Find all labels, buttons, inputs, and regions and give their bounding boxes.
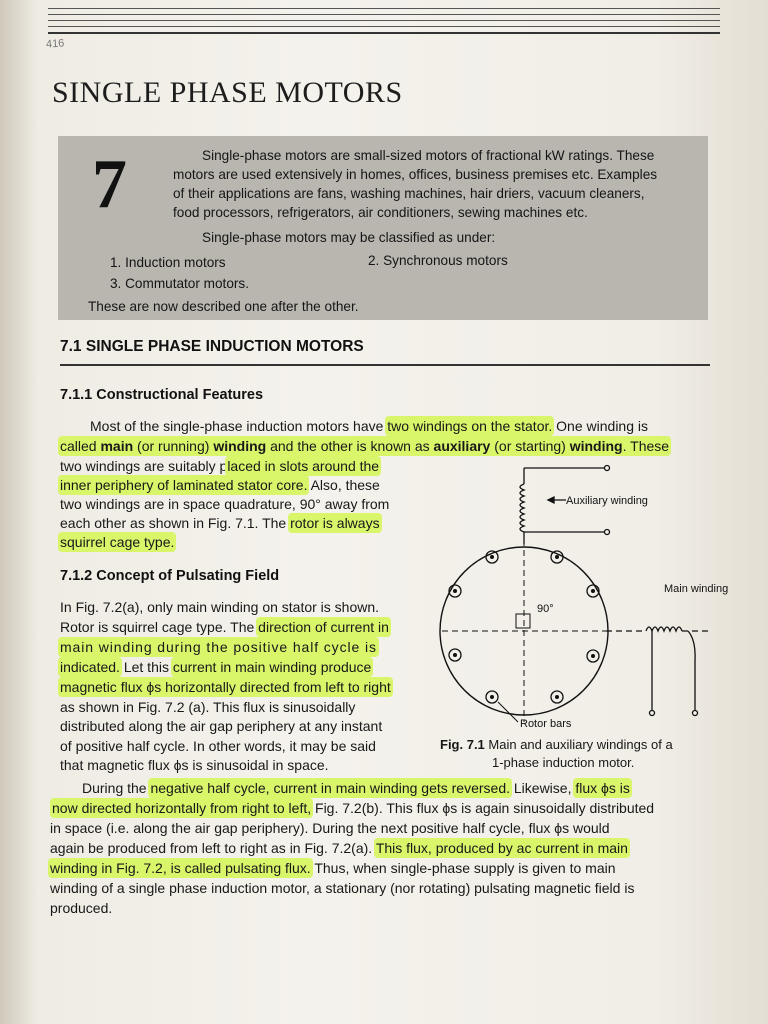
para2-line: of positive half cycle. In other words, it may be said — [60, 738, 376, 754]
intro-line: Single-phase motors are small-sized motors of fractional kW ratings. These — [202, 148, 655, 163]
subsection-heading: 7.1.1 Constructional Features — [60, 387, 264, 403]
page-number: 416 — [45, 37, 65, 51]
para3-line: winding in Fig. 7.2, is called pulsating flux. Thus, when single-phase supply is given to main — [50, 860, 616, 876]
para3-line: now directed horizontally from right to left, Fig. 7.2(b). This flux ϕs is again sinusoidally distributed — [52, 800, 655, 816]
para1-line: called main (or running) winding and the other is known as auxiliary (or starting) winding. These — [60, 438, 670, 454]
right-angle-marker — [516, 614, 530, 628]
subsection-heading: 7.1.2 Concept of Pulsating Field — [60, 568, 280, 584]
para1-line: two windings are suitably placed in slots around the — [60, 458, 380, 474]
main-winding — [606, 627, 712, 716]
classification-item: 3. Commutator motors. — [110, 276, 249, 291]
classification-item: 2. Synchronous motors — [368, 253, 508, 268]
intro-line: motors are used extensively in homes, offices, business premises etc. Examples — [173, 167, 658, 182]
para1-line: two windings are in space quadrature, 90° away from — [60, 496, 390, 512]
para3-line: During the negative half cycle, current in main winding gets reversed. Likewise, flux ϕs is — [82, 780, 630, 796]
para2-line: as shown in Fig. 7.2 (a). This flux is sinusoidally — [60, 699, 356, 715]
chapter-title: SINGLE PHASE MOTORS — [52, 76, 403, 109]
main-winding-label: Main winding — [664, 583, 729, 595]
para2-line: distributed along the air gap periphery at any instant — [60, 718, 383, 734]
para3-line: again be produced from left to right as in Fig. 7.2(a). This flux, produced by ac current in main — [50, 840, 628, 856]
para1-line: inner periphery of laminated stator core. Also, these — [60, 477, 380, 493]
chapter-number: 7 — [92, 146, 127, 223]
intro-line: of their applications are fans, washing machines, hair driers, vacuum cleaners, — [173, 186, 645, 201]
para2-line: Rotor is squirrel cage type. The direction of current in — [60, 619, 389, 635]
para2-line: In Fig. 7.2(a), only main winding on stator is shown. — [60, 599, 380, 615]
section-heading: 7.1 SINGLE PHASE INDUCTION MOTORS — [60, 338, 364, 355]
angle-label: 90° — [537, 603, 554, 615]
intro-line: Single-phase motors may be classified as under: — [202, 230, 496, 245]
figure-caption: Fig. 7.1 Main and auxiliary windings of a 1-phase induction motor. — [440, 737, 673, 770]
para2-line: magnetic flux ϕs horizontally directed from left to right — [60, 679, 391, 695]
para2-line: that magnetic flux ϕs is sinusoidal in space. — [60, 757, 329, 773]
auxiliary-winding-label: Auxiliary winding — [566, 495, 648, 507]
para2-line: indicated. Let this current in main winding produce — [60, 659, 372, 675]
para3-line: produced. — [50, 900, 113, 916]
intro-closing: These are now described one after the other. — [88, 299, 359, 314]
rotor-bars-label: Rotor bars — [520, 718, 572, 730]
para1-line: each other as shown in Fig. 7.1. The rotor is always — [60, 515, 380, 531]
para3-line: winding of a single phase induction motor, a stationary (nor rotating) pulsating magnetic field is — [50, 880, 635, 896]
para2-line: main winding during the positive half cycle is — [60, 639, 377, 655]
para1-line: Most of the single-phase induction motors have two windings on the stator. One winding is — [90, 418, 648, 434]
para3-line: in space (i.e. along the air gap periphery). During the next positive half cycle, flux ϕs would — [50, 820, 610, 836]
para1-line: squirrel cage type. — [60, 534, 175, 550]
intro-line: food processors, refrigerators, air conditioners, sewing machines etc. — [173, 205, 588, 220]
classification-item: 1. Induction motors — [110, 255, 226, 270]
